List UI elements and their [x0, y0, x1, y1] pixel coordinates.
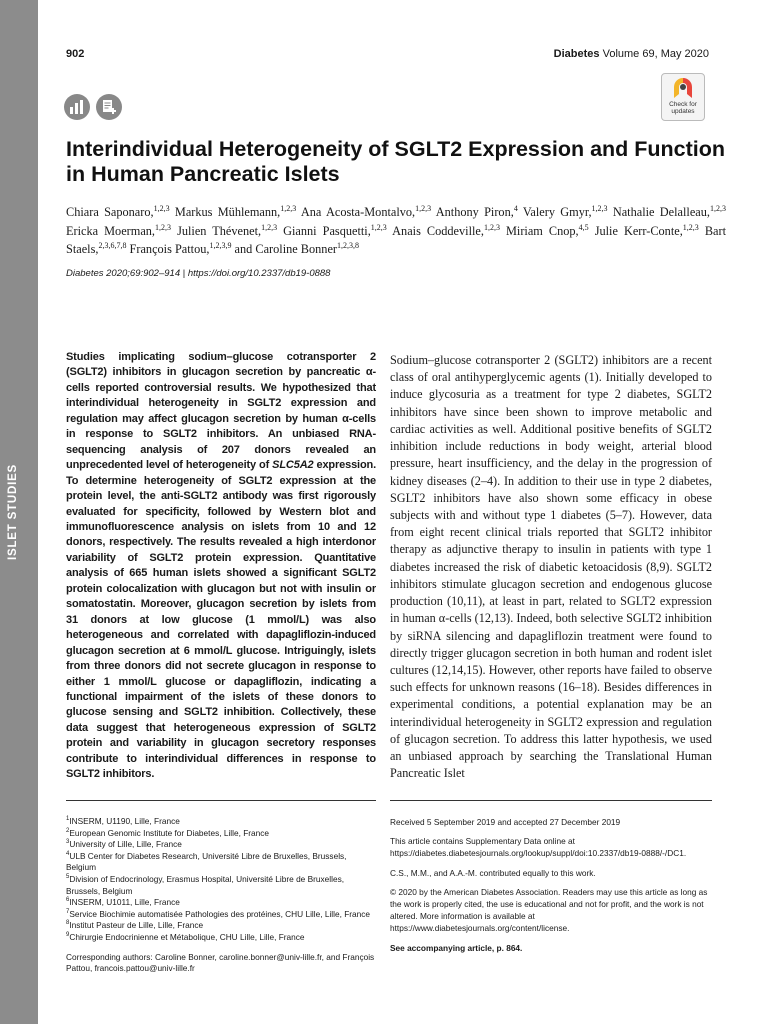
affiliation-item: [66, 851, 376, 874]
author-name: Markus Mühlemann,: [174, 205, 281, 219]
author-affiliation-marker: 1,2,3: [591, 203, 608, 213]
author: [66, 205, 170, 219]
introduction-text: Sodium–glucose cotransporter 2 (SGLT2) inhibitors are a recent class of oral antihyperglycemic agents (1). Initially developed to induce glycosuria as a treatment for type 2 diabetes, SGLT2 inhibitors have since been shown to improve metabolic and cardiac activities as well. Additional positive benefits of SGLT2 inhibition include reductions in body weight, arterial blood pressure, heart insufficiency, and the delay in the progression of kidney diseases (2–4). In addition to their use in type 2 diabetes, SGLT2 inhibitors have also shown some efficacy in obese subjects with and without type 1 diabetes (5–7). However, data from eight recent clinical trials reported that SGLT2 inhibitor therapy as adjunctive therapy to insulin in patients with type 1 diabetes increased the risk of diabetic ketoacidosis (8,9). SGLT2 inhibitors stimulate glucagon secretion and endogenous glucose production (10,11), at least in part, related to SGLT2 expression in human α-cells (12,13). Indeed, both selective SGLT2 inhibition by siRNA silencing and dapagliflozin treatment were found to directly trigger glucagon secretion in both human and rodent islet cultures (12,14,15). However, other reports have failed to observe such effects for unknown reasons (16–18). Besides differences in experimental conditions, a potential explanation may be an interindividual heterogeneity in SGLT2 expression and regulation of glucagon secretion. To address this latter hypothesis, we used an unbiased approach by searching the Translational Human Pancreatic Islet: [390, 353, 712, 781]
supplementary-note: This article contains Supplementary Data online at https://diabetes.diabetesjournals.org/lookup/suppl/doi:10.2337/db19-0888/-/DC1.: [390, 836, 687, 859]
author-affiliation-marker: 1,2,3: [709, 203, 726, 213]
affiliation-number: 4: [66, 851, 70, 858]
affiliation-text: Service Biochimie automatisée Pathologies des protéines, CHU Lille, Lille, France: [69, 908, 371, 919]
affiliation-item: [66, 874, 376, 897]
author: [130, 242, 232, 256]
citation-separator: |: [180, 268, 188, 279]
check-for-updates-label: Check for updates: [669, 101, 697, 115]
author-name: Ericka Moerman,: [66, 223, 156, 238]
page-number: 902: [66, 48, 85, 60]
affiliation-text: INSERM, U1011, Lille, France: [69, 897, 180, 908]
affiliation-item: [66, 897, 376, 909]
document-plus-icon[interactable]: [96, 94, 122, 120]
author-affiliation-marker: 4: [513, 203, 518, 213]
abstract-text-1: Studies implicating sodium–glucose cotransporter 2 (SGLT2) inhibitors in glucagon secretion by pancreatic α-cells reported controversial results. We hypothesized that interindividual heterogeneity in SGLT2 expression and regulation may affect glucagon secretion by human α-cells in response to SGLT2 inhibitors. An unbiased RNA-sequencing analysis of 207 donors revealed an unprecedented level of heterogeneity of: [66, 351, 376, 472]
article-title: Interindividual Heterogeneity of SGLT2 Expression and Function in Human Pancreatic Islets: [66, 137, 726, 186]
author-affiliation-marker: 1,2,3: [280, 203, 297, 213]
affiliation-number: 3: [66, 839, 70, 846]
author-name: Anais Coddeville,: [392, 223, 484, 238]
author-name: and Caroline Bonner: [234, 242, 337, 256]
journal-header: [554, 48, 709, 60]
check-for-updates-icon: [673, 77, 693, 99]
author: [66, 224, 171, 238]
sidebar-band: [0, 0, 38, 1024]
author-affiliation-marker: 1,2,3: [483, 222, 500, 232]
author-affiliation-marker: 1,2,3,9: [209, 240, 232, 250]
right-footnote-rule: [390, 800, 712, 801]
affiliation-number: 5: [66, 874, 70, 881]
equal-contribution-note: C.S., M.M., and A.A.-M. contributed equally to this work.: [390, 867, 596, 878]
affiliation-number: 1: [66, 816, 70, 823]
abstract-gene-name: SLC5A2: [272, 459, 314, 472]
affiliation-text: Chirurgie Endocrinienne et Métabolique, CHU Lille, Lille, France: [69, 931, 305, 942]
affiliation-number: 9: [66, 932, 70, 939]
affiliation-item: [66, 920, 376, 932]
author-list: [66, 203, 726, 259]
affiliation-number: 7: [66, 908, 70, 915]
check-for-updates-badge[interactable]: [661, 73, 705, 121]
author: [283, 224, 387, 238]
author-name: François Pattou,: [129, 242, 210, 256]
author: [436, 205, 518, 219]
author: [523, 205, 608, 219]
author-name: Julien Thévenet,: [177, 223, 262, 238]
author-name: Chiara Saponaro,: [66, 205, 154, 219]
author-affiliation-marker: 1,2,3: [153, 203, 170, 213]
author-affiliation-marker: 1,2,3: [155, 222, 172, 232]
author: [506, 224, 589, 238]
doi-link[interactable]: https://doi.org/10.2337/db19-0888: [187, 268, 331, 279]
accompanying-article-note: See accompanying article, p. 864.: [390, 942, 523, 953]
affiliation-text: ULB Center for Diabetes Research, Université Libre de Bruxelles, Brussels, Belgium: [66, 850, 347, 873]
article-notes: [390, 816, 712, 961]
affiliation-item: [66, 909, 376, 921]
volume-date: Volume 69, May 2020: [602, 48, 709, 60]
affiliation-text: University of Lille, Lille, France: [69, 839, 182, 850]
author-affiliation-marker: 1,2,3: [370, 222, 387, 232]
affiliations: [66, 816, 376, 975]
affiliation-item: [66, 816, 376, 828]
author-affiliation-marker: 2,3,6,7,8: [98, 240, 127, 250]
copyright-note: © 2020 by the American Diabetes Association. Readers may use this article as long as the work is properly cited, the use is educational and not for profit, and the work is not altered. More information is available at https://www.diabetesjournals.org/content/license.: [390, 886, 708, 934]
author-name: Gianni Pasquetti,: [283, 223, 371, 238]
citation-ref: Diabetes 2020;69:902–914: [66, 268, 181, 279]
author-affiliation-marker: 1,2,3: [415, 203, 432, 213]
abstract-text-2: expression. To determine heterogeneity of SGLT2 expression at the protein level, the anti-SGLT2 antibody was first rigorously evaluated for specificity, followed by Western blot and immunofluorescence analysis on islets from 10 and 12 donors, respectively. The results revealed a high interdonor variability of SGLT2 protein expression. Quantitative analysis of 665 human islets showed a significant SGLT2 protein colocalization with glucagon but not with insulin or somatostatin. Moreover, glucagon secretion by islets from 31 donors at low glucose (1 mmol/L) was also heterogeneous and correlated with dapagliflozin-induced glucagon secretion at 6 mmol/L glucose. Intriguingly, islets from three donors did not secrete glucagon in response to either 1 mmol/L glucose or dapagliflozin, indicating a functional impairment of the islets of these donors to glucose sensing and SGLT2 inhibition. Collectively, these data suggest that heterogeneous expression of SGLT2 protein and variability in glucagon secretory responses contribute to interindividual differences in response to SGLT2 inhibitors.: [66, 459, 376, 781]
affiliation-number: 2: [66, 827, 70, 834]
author: [235, 242, 359, 256]
author-name: Julie Kerr-Conte,: [594, 223, 683, 238]
author-name: Miriam Cnop,: [505, 223, 579, 238]
author-name: Ana Acosta-Montalvo,: [300, 205, 416, 219]
affiliation-number: 8: [66, 920, 70, 927]
affiliation-text: Division of Endocrinology, Erasmus Hospital, Université Libre de Bruxelles, Brussels, Belgium: [66, 873, 345, 896]
author-name: Valery Gmyr,: [522, 205, 592, 219]
bar-chart-icon[interactable]: [64, 94, 90, 120]
left-footnote-rule: [66, 800, 376, 801]
affiliation-text: INSERM, U1190, Lille, France: [69, 816, 180, 826]
affiliation-item: [66, 828, 376, 840]
author-name: Anthony Piron,: [435, 205, 514, 219]
author-affiliation-marker: 4,5: [578, 222, 589, 232]
affiliation-text: European Genomic Institute for Diabetes, Lille, France: [69, 827, 270, 838]
section-label: ISLET STUDIES: [7, 463, 19, 561]
author-affiliation-marker: 1,2,3: [261, 222, 278, 232]
affiliation-list: [66, 816, 376, 944]
author: [595, 224, 699, 238]
received-date: Received 5 September 2019 and accepted 27 December 2019: [390, 817, 621, 827]
author-affiliation-marker: 1,2,3,8: [337, 240, 359, 250]
affiliation-item: [66, 932, 376, 944]
author-name: Bart Staels,: [66, 223, 726, 256]
affiliation-text: Institut Pasteur de Lille, Lille, France: [69, 920, 204, 931]
author-affiliation-marker: 1,2,3: [682, 222, 699, 232]
abstract: [66, 350, 376, 783]
citation-line: [66, 268, 330, 279]
corresponding-authors: Corresponding authors: Caroline Bonner, caroline.bonner@univ-lille.fr, and François Pattou, francois.pattou@univ-lille.fr: [66, 951, 375, 974]
author-name: Nathalie Delalleau,: [612, 205, 710, 219]
author: [177, 224, 277, 238]
author: [175, 205, 296, 219]
affiliation-item: [66, 839, 376, 851]
author: [301, 205, 431, 219]
journal-name: Diabetes: [553, 48, 600, 60]
author: [613, 205, 726, 219]
affiliation-number: 6: [66, 897, 70, 904]
article-tools: [64, 94, 122, 120]
author: [392, 224, 500, 238]
